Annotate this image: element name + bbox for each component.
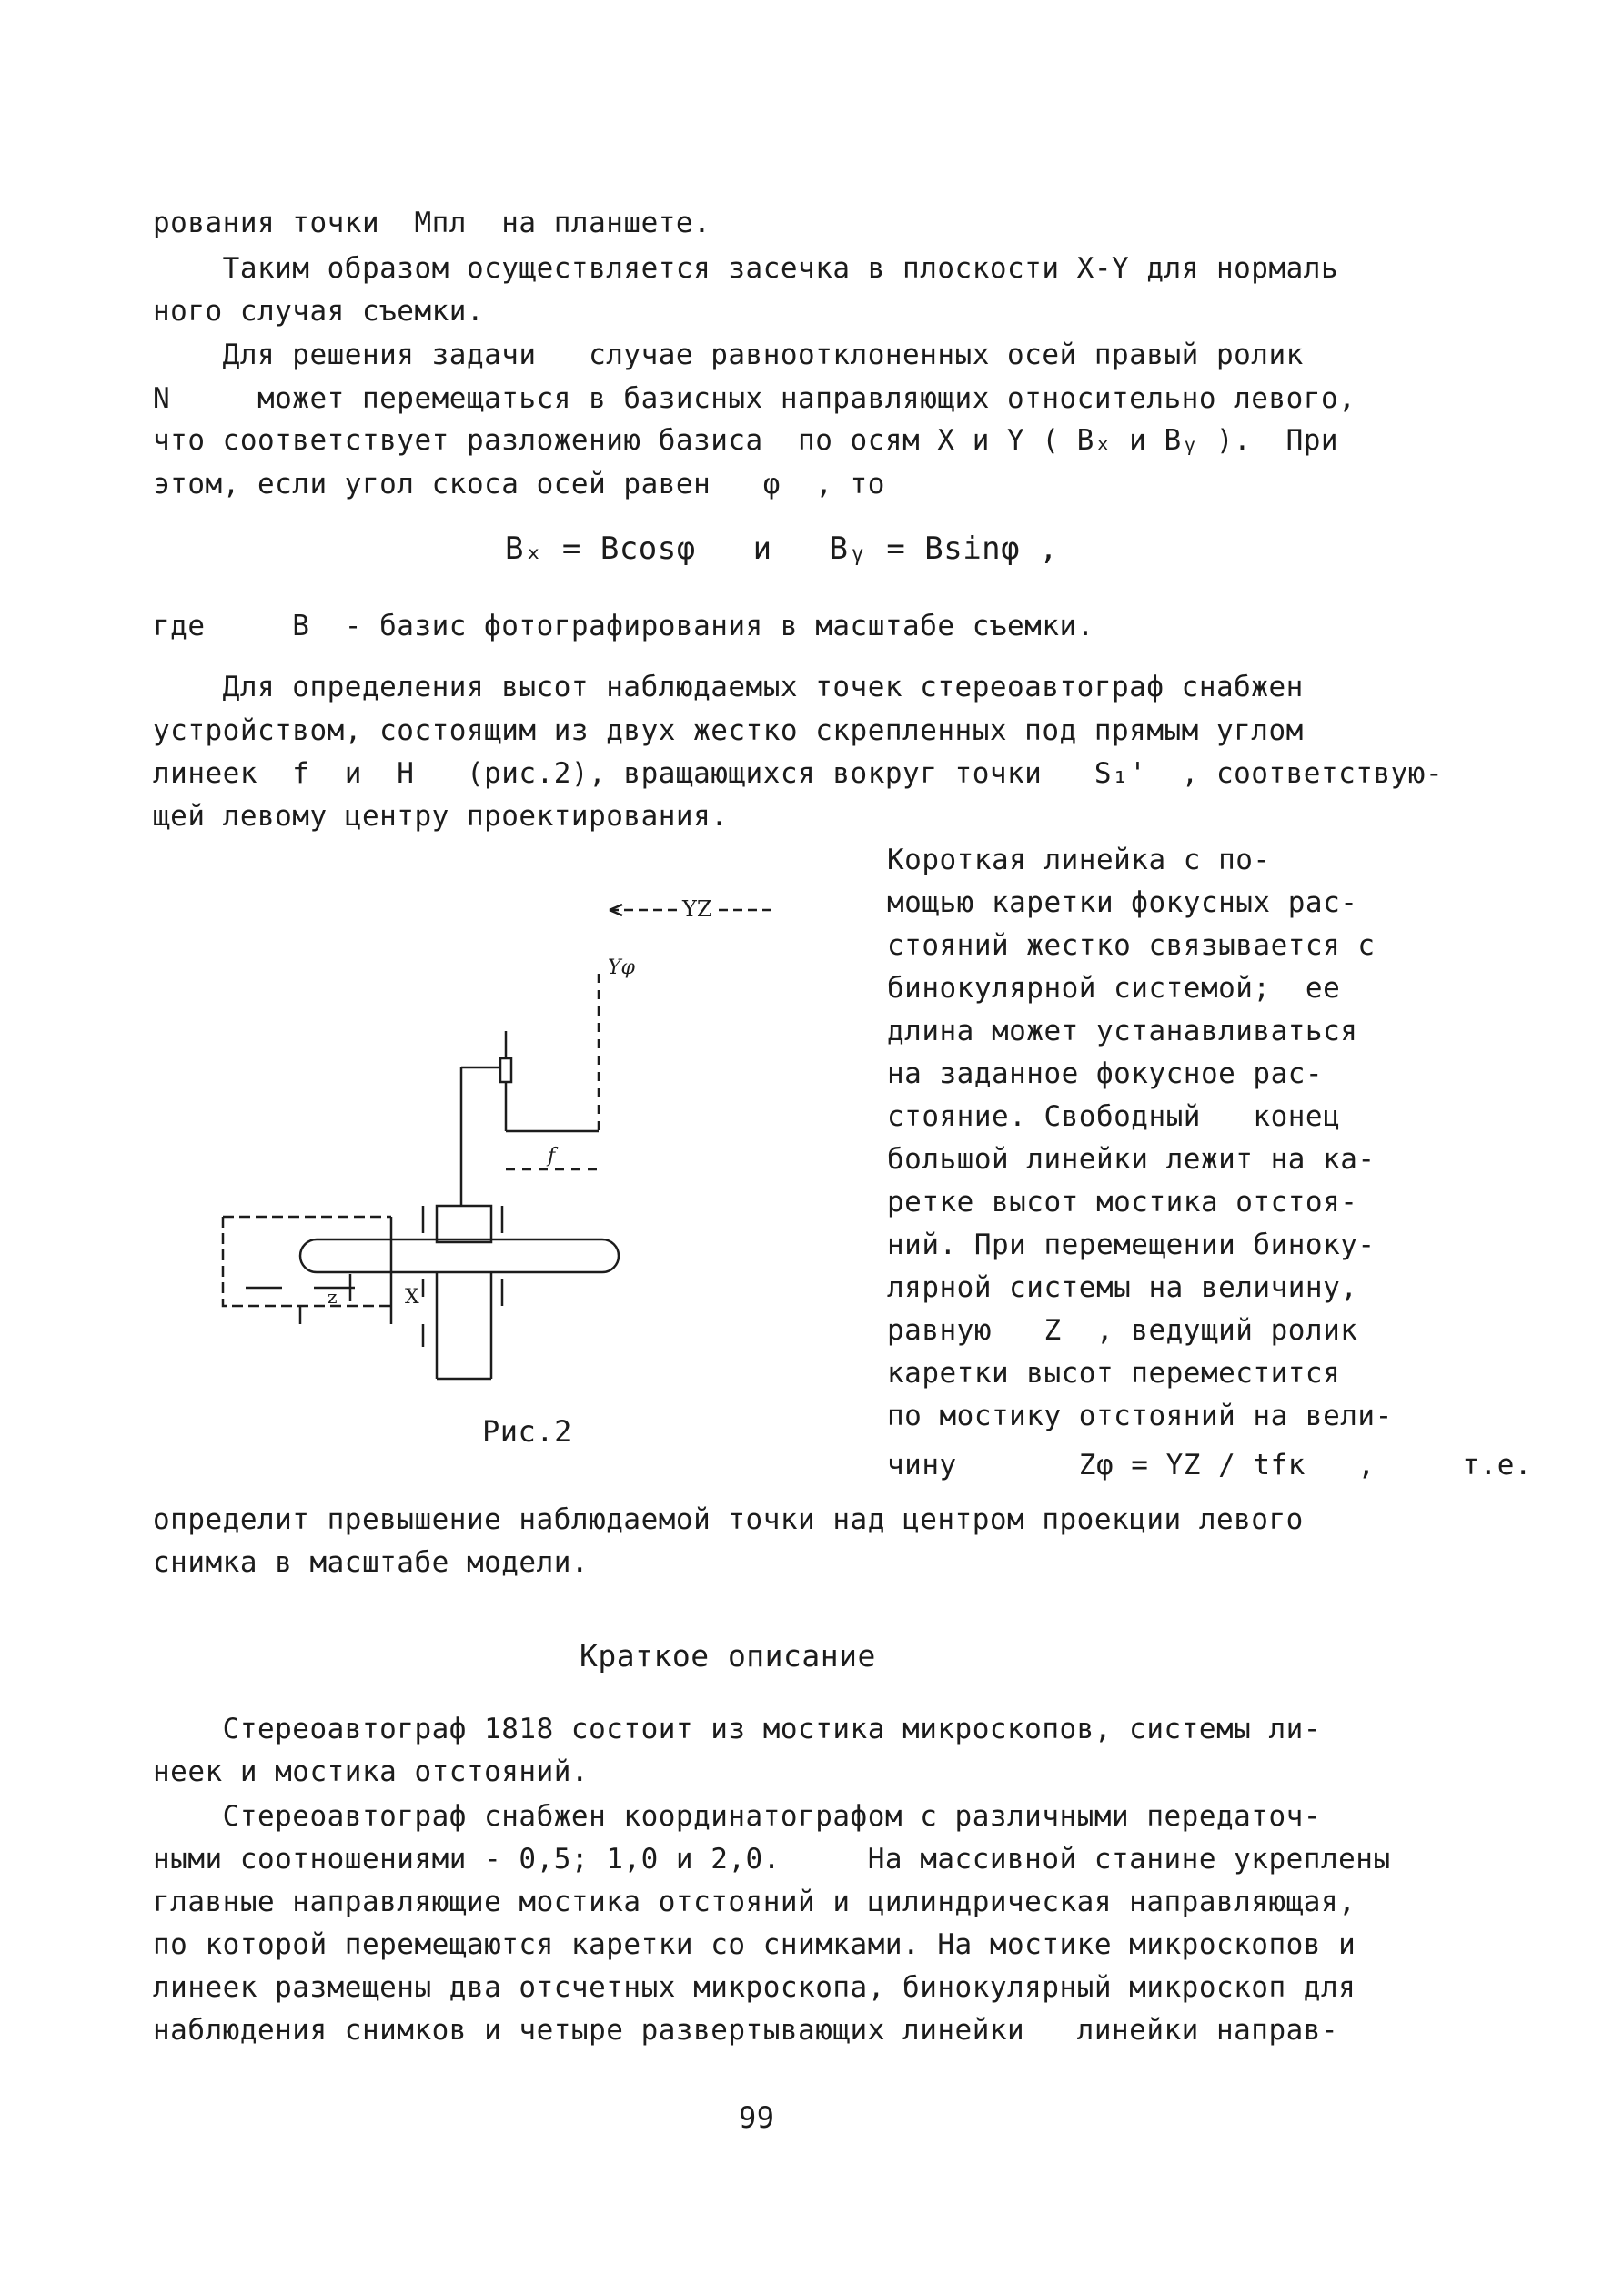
text-line: этом, если угол скоса осей равен φ , то [153,468,885,501]
label-x: X [405,1286,419,1309]
side-text-line: стояние. Свободный конец [887,1100,1341,1133]
text-line: неек и мостика отстояний. [153,1755,590,1788]
main-guide-bar [300,1239,619,1272]
text-line: Для определения высот наблюдаемых точек стереоавтограф снабжен [153,671,1304,703]
figure-diagram [209,869,846,1433]
side-text-line: бинокулярной системой; ее [887,972,1341,1005]
text-line: наблюдения снимков и четыре развертывающих линейки линейки направ- [153,2014,1339,2047]
side-text-line: большой линейки лежит на ка- [887,1143,1376,1176]
text-line: линеек размещены два отсчетных микроскопа, бинокулярный микроскоп для [153,1971,1356,2004]
page-number: 99 [739,2100,775,2135]
side-text-line: мощью каретки фокусных рас- [887,886,1358,919]
text-line: рования точки Mпл на планшете. [153,207,711,239]
side-text-line: ретке высот мостика отстоя- [887,1186,1358,1219]
text-line: главные направляющие мостика отстояний и цилиндрическая направляющая, [153,1886,1356,1918]
side-text-line: по мостику отстояний на вели- [887,1400,1393,1432]
text-line: линеек f и H (рис.2), вращающихся вокруг точки S₁' , соответствую- [153,757,1444,790]
focal-carriage [500,1058,511,1082]
section-heading: Краткое описание [580,1638,876,1674]
text-line: снимка в масштабе модели. [153,1546,590,1579]
side-text-line: чину Zφ = YZ / tfк , т.е. [887,1449,1533,1482]
text-line: определит превышение наблюдаемой точки над центром проекции левого [153,1503,1304,1536]
text-line: Стереоавтограф снабжен координатографом с различными передаточ- [153,1800,1321,1833]
text-line: ными соотношениями - 0,5; 1,0 и 2,0. На массивной станине укреплены [153,1843,1391,1876]
side-text-line: ний. При перемещении биноку- [887,1229,1376,1261]
label-yz: YZ [682,896,712,922]
text-line: по которой перемещаются каретки со снимками. На мостике микроскопов и [153,1928,1356,1961]
side-text-line: на заданное фокусное рас- [887,1057,1324,1090]
text-line: устройством, состоящим из двух жестко скрепленных под прямым углом [153,714,1304,747]
text-line: Для решения задачи случае равноотклоненных осей правый ролик [153,339,1304,371]
text-line: N может перемещаться в базисных направляющих относительно левого, [153,382,1356,415]
side-text-line: длина может устанавливаться [887,1015,1358,1047]
side-text-line: равную Z , ведущий ролик [887,1314,1358,1347]
central-block [437,1206,491,1242]
text-line: Таким образом осуществляется засечка в плоскости X-Y для нормаль [153,252,1339,285]
side-text-line: каретки высот переместится [887,1357,1341,1390]
label-f: f [548,1145,556,1168]
text-line: где B - базис фотографирования в масштабе съемки. [153,610,1094,642]
text-line: ного случая съемки. [153,295,485,328]
side-text-line: стояний жестко связывается с [887,929,1376,962]
label-yphi: Yφ [608,956,635,979]
formula: Bₓ = Bcosφ и Bᵧ = Bsinφ , [505,531,1059,567]
side-text-line: Короткая линейка с по- [887,844,1271,876]
label-z: z [328,1286,338,1308]
left-frame [223,1217,391,1306]
text-line: что соответствует разложению базиса по осям X и Y ( Bₓ и Bᵧ ). При [153,424,1339,457]
side-text-line: лярной системы на величину, [887,1271,1358,1304]
text-line: щей левому центру проектирования. [153,800,729,833]
text-line: Стереоавтограф 1818 состоит из мостика микроскопов, системы ли- [153,1713,1321,1745]
figure-caption: Рис.2 [482,1414,572,1449]
